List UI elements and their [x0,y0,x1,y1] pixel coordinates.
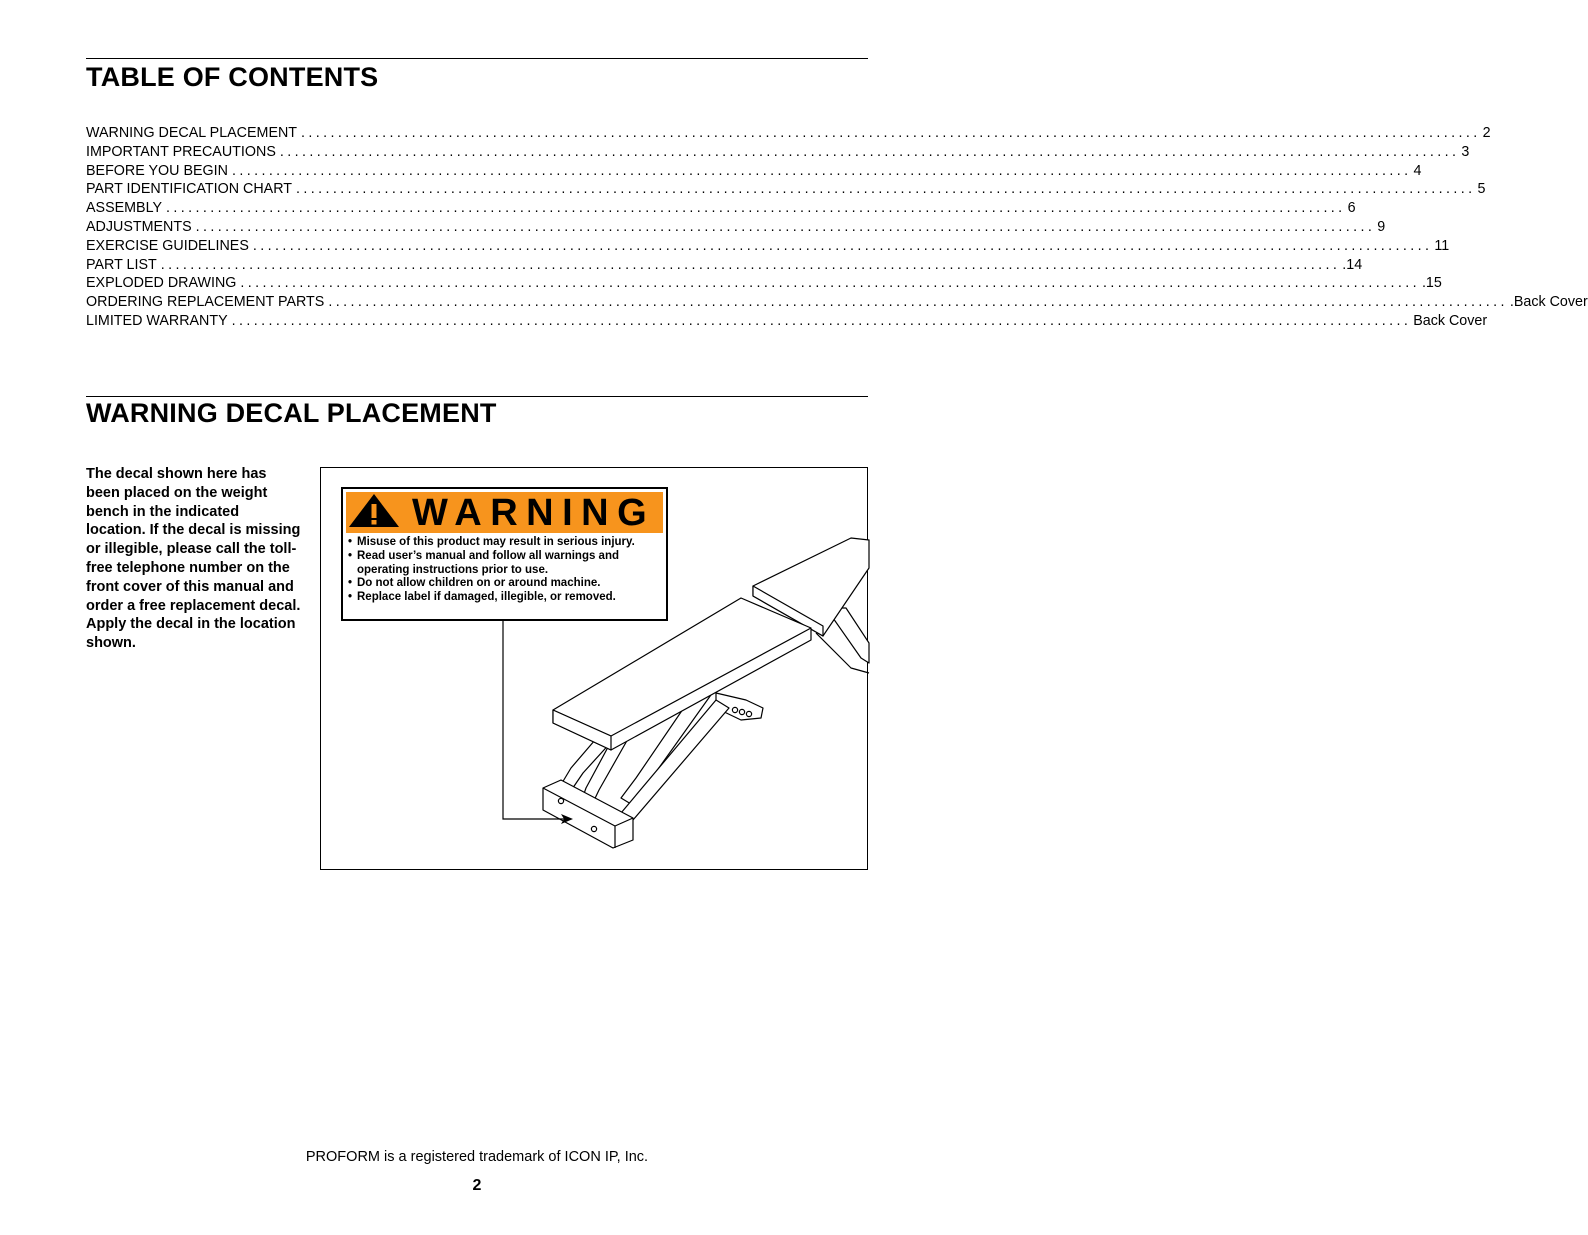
toc-entry-page: 3 [1461,143,1470,160]
toc-entry-page: .15 [1421,275,1442,292]
toc-leader-dots: ................................................................................................................................................................ [301,125,1481,141]
toc-leader-dots: ................................................................................................................................................................ [279,143,1460,160]
toc-entry-label: ORDERING REPLACEMENT PARTS [86,294,325,311]
toc-leader-dots: ................................................................................................................................................................ [195,218,1376,235]
toc-leader-dots: ................................................................................................................................................................ [231,162,1412,179]
toc-entry-label: LIMITED WARRANTY [86,312,228,329]
toc-entry-exploded-drawing[interactable] [86,274,1442,293]
toc-leader-dots: ................................................................................................................................................................ [240,275,1420,292]
bench-adjust-hole [732,707,737,712]
warning-decal-item: • Read user’s manual and follow all warnings and operating instructions prior to use. [348,550,657,578]
toc-entry-page: .14 [1342,256,1363,273]
toc-entry-page: 11 [1434,237,1450,254]
toc-entry-label: EXPLODED DRAWING [86,275,237,292]
bench-adjust-hole [746,711,751,716]
page-number: 2 [472,1177,482,1194]
warning-decal [341,487,668,621]
toc-entry-label: ASSEMBLY [86,200,163,217]
toc-entry-exercise-guidelines[interactable] [86,237,1450,256]
toc-entry-label: WARNING DECAL PLACEMENT [86,125,298,141]
toc-entry-label: ADJUSTMENTS [86,218,192,235]
toc-leader-dots: ................................................................................................................................................................ [166,200,1346,217]
warning-section-top-rule [86,396,868,397]
warning-section-title: WARNING DECAL PLACEMENT [86,398,497,428]
warning-decal-item: • Misuse of this product may result in serious injury. [348,536,657,550]
exclamation-triangle-icon [346,492,402,529]
trademark-note: PROFORM is a registered trademark of ICON IP, Inc. [305,1149,649,1165]
toc-top-rule [86,58,868,59]
toc-entry-page: 4 [1413,162,1422,179]
toc-entry-label: PART IDENTIFICATION CHART [86,181,292,198]
toc-entry-page: .Back Cover [1509,294,1588,311]
toc-entry-label: PART LIST [86,256,157,273]
toc-leader-dots: ................................................................................................................................................................ [296,181,1476,198]
toc-entry-ordering-replacement-parts[interactable] [86,293,1588,312]
toc-entry-important-precautions[interactable] [86,143,1470,162]
toc-entry-assembly[interactable] [86,199,1356,218]
warning-decal-heading: WARNING [412,492,656,534]
toc-entry-label: EXERCISE GUIDELINES [86,237,249,254]
toc-entry-page: 6 [1347,200,1356,217]
toc-leader-dots: ................................................................................................................................................................ [252,237,1433,254]
toc-entry-limited-warranty[interactable] [86,312,1488,331]
warning-decal-item: • Do not allow children on or around machine. [348,577,662,591]
toc-entry-page: 2 [1482,125,1491,141]
toc-entry-label: BEFORE YOU BEGIN [86,162,228,179]
toc-entry-warning-decal-placement[interactable] [86,124,1491,143]
bench-adjust-hole [739,709,744,714]
bench-foot-bolt [558,798,563,803]
toc-title: TABLE OF CONTENTS [86,62,379,92]
toc-leader-dots: ................................................................................................................................................................ [160,256,1341,273]
toc-entry-page: Back Cover [1413,312,1488,329]
table-of-contents [86,124,1588,331]
toc-entry-page: 9 [1377,218,1386,235]
warning-decal-list [348,536,662,605]
bench-illustration [320,467,868,870]
warning-intro-text: The decal shown here has been placed on the weight bench in the indicated location. If the decal is missing or illegible, please call the toll-free telephone number on the front cover of this manual and order a free replacement decal. Apply the decal in the location shown. [86,466,301,652]
toc-leader-dots: ................................................................................................................................................................ [328,294,1508,311]
toc-entry-part-list[interactable] [86,256,1363,275]
warning-decal-banner [346,492,663,533]
bench-foot-bolt [591,826,596,831]
toc-leader-dots: ................................................................................................................................................................ [231,312,1412,329]
toc-entry-adjustments[interactable] [86,218,1386,237]
warning-decal-item: • Replace label if damaged, illegible, or removed. [348,591,662,605]
toc-entry-label: IMPORTANT PRECAUTIONS [86,143,276,160]
toc-entry-part-identification-chart[interactable] [86,180,1486,199]
toc-entry-page: 5 [1477,181,1486,198]
toc-entry-before-you-begin[interactable] [86,162,1422,181]
